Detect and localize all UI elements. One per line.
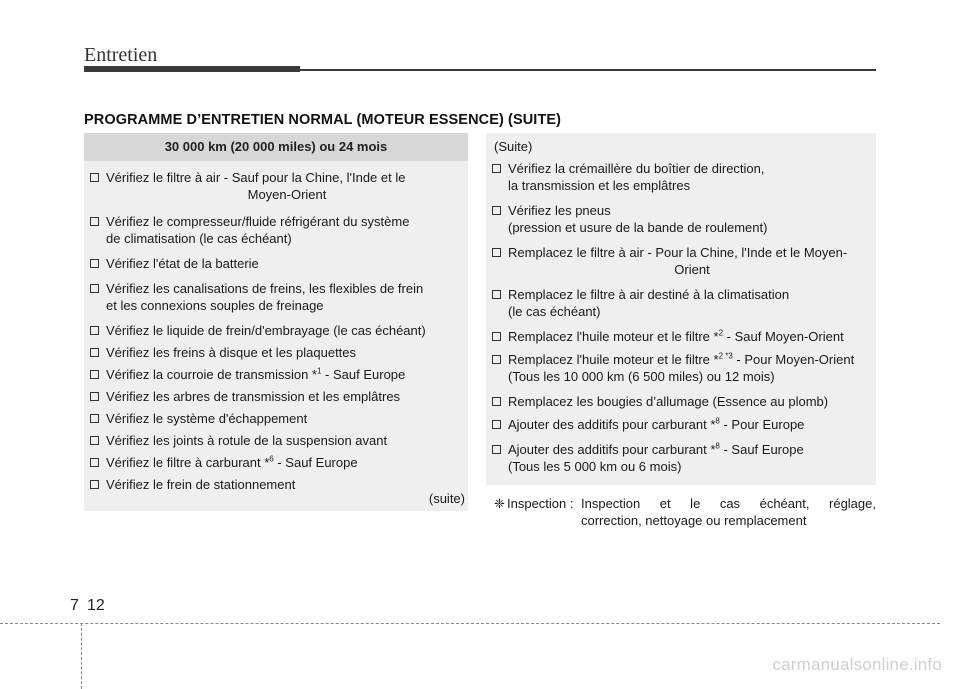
header-title: Entretien — [84, 44, 158, 66]
watermark: carmanualsonline.info — [772, 655, 942, 674]
section-title: PROGRAMME D’ENTRETIEN NORMAL (MOTEUR ESSENCE) (SUITE) — [84, 112, 562, 128]
header-rule-thin — [300, 69, 876, 71]
checkbox-icon — [492, 355, 501, 364]
checklist-item: Vérifiez les freins à disque et les plaquettes — [84, 344, 468, 361]
checkbox-icon — [492, 445, 501, 454]
checklist-item: Vérifiez les arbres de transmission et les emplâtres — [84, 388, 468, 405]
checkbox-icon — [492, 290, 501, 299]
section-number: 7 — [70, 597, 79, 614]
checkbox-icon — [90, 480, 99, 489]
checklist-item: Vérifiez la crémaillère du boîtier de direction, la transmission et les emplâtres — [486, 160, 876, 194]
checkbox-icon — [492, 248, 501, 257]
continued-note: (suite) — [428, 491, 465, 506]
interval-heading: 30 000 km (20 000 miles) ou 24 mois — [84, 133, 468, 161]
checkbox-icon — [90, 414, 99, 423]
checklist-item: Vérifiez les joints à rotule de la suspension avant — [84, 432, 468, 449]
footer-dashed-divider — [81, 623, 82, 689]
checklist-item: Vérifiez le compresseur/fluide réfrigérant du système de climatisation (le cas échéant) — [84, 213, 468, 247]
checklist-item: Vérifiez le filtre à air - Sauf pour la Chine, l'Inde et le Moyen-Orient — [84, 169, 468, 203]
checklist-item: Vérifiez la courroie de transmission *$^1$ - Sauf Europe — [84, 366, 468, 383]
checkbox-icon — [90, 370, 99, 379]
page-index: 12 — [87, 597, 105, 614]
checklist-item: Remplacez l'huile moteur et le filtre *$^{2 *3}$ - Pour Moyen-Orient (Tous les 10 000 km (6 500 miles) ou 12 mois) — [486, 351, 876, 385]
checklist-item: Ajouter des additifs pour carburant *$^8$ - Pour Europe — [486, 416, 876, 433]
maintenance-panel-continued — [486, 133, 876, 485]
header-rule-thick — [84, 66, 300, 72]
checklist-item: Vérifiez les canalisations de freins, les flexibles de frein et les connexions souples de freinage — [84, 280, 468, 314]
checklist-item: Vérifiez le liquide de frein/d'embrayage (le cas échéant) — [84, 322, 468, 339]
checkbox-icon — [90, 392, 99, 401]
checklist-item: Vérifiez le système d'échappement — [84, 410, 468, 427]
footer-dashed-rule — [0, 623, 940, 624]
checklist-item: Vérifiez le filtre à carburant *$^6$ - Sauf Europe — [84, 454, 468, 471]
checklist-item: Remplacez le filtre à air destiné à la climatisation (le cas échéant) — [486, 286, 876, 320]
inspection-definition-line2: correction, nettoyage ou remplacement — [581, 513, 807, 528]
asterisk-note-icon: ❈ — [494, 496, 505, 511]
checklist-item: Vérifiez les pneus (pression et usure de la bande de roulement) — [486, 202, 876, 236]
maintenance-panel-30000km — [84, 133, 468, 511]
checkbox-icon — [492, 332, 501, 341]
checkbox-icon — [90, 259, 99, 268]
checklist-item: Remplacez le filtre à air - Pour la Chine, l'Inde et le Moyen- Orient — [486, 244, 876, 278]
checkbox-icon — [90, 217, 99, 226]
inspection-label: Inspection : — [507, 496, 574, 511]
checklist-item: Vérifiez l'état de la batterie — [84, 255, 468, 272]
checklist-item: Vérifiez le frein de stationnement — [84, 476, 468, 493]
checklist-item: Ajouter des additifs pour carburant *$^8$ - Sauf Europe (Tous les 5 000 km ou 6 mois) — [486, 441, 876, 475]
checkbox-icon — [492, 206, 501, 215]
checkbox-icon — [90, 348, 99, 357]
checkbox-icon — [90, 436, 99, 445]
checkbox-icon — [90, 173, 99, 182]
checkbox-icon — [492, 164, 501, 173]
checkbox-icon — [90, 458, 99, 467]
checkbox-icon — [90, 284, 99, 293]
checklist-item: Remplacez l'huile moteur et le filtre *$^2$ - Sauf Moyen-Orient — [486, 328, 876, 345]
checkbox-icon — [492, 420, 501, 429]
inspection-definition-line1: Inspection et le cas échéant, réglage, — [581, 496, 876, 511]
checkbox-icon — [90, 326, 99, 335]
checkbox-icon — [492, 397, 501, 406]
continued-heading: (Suite) — [494, 139, 533, 154]
checklist-item: Remplacez les bougies d’allumage (Essence au plomb) — [486, 393, 876, 410]
